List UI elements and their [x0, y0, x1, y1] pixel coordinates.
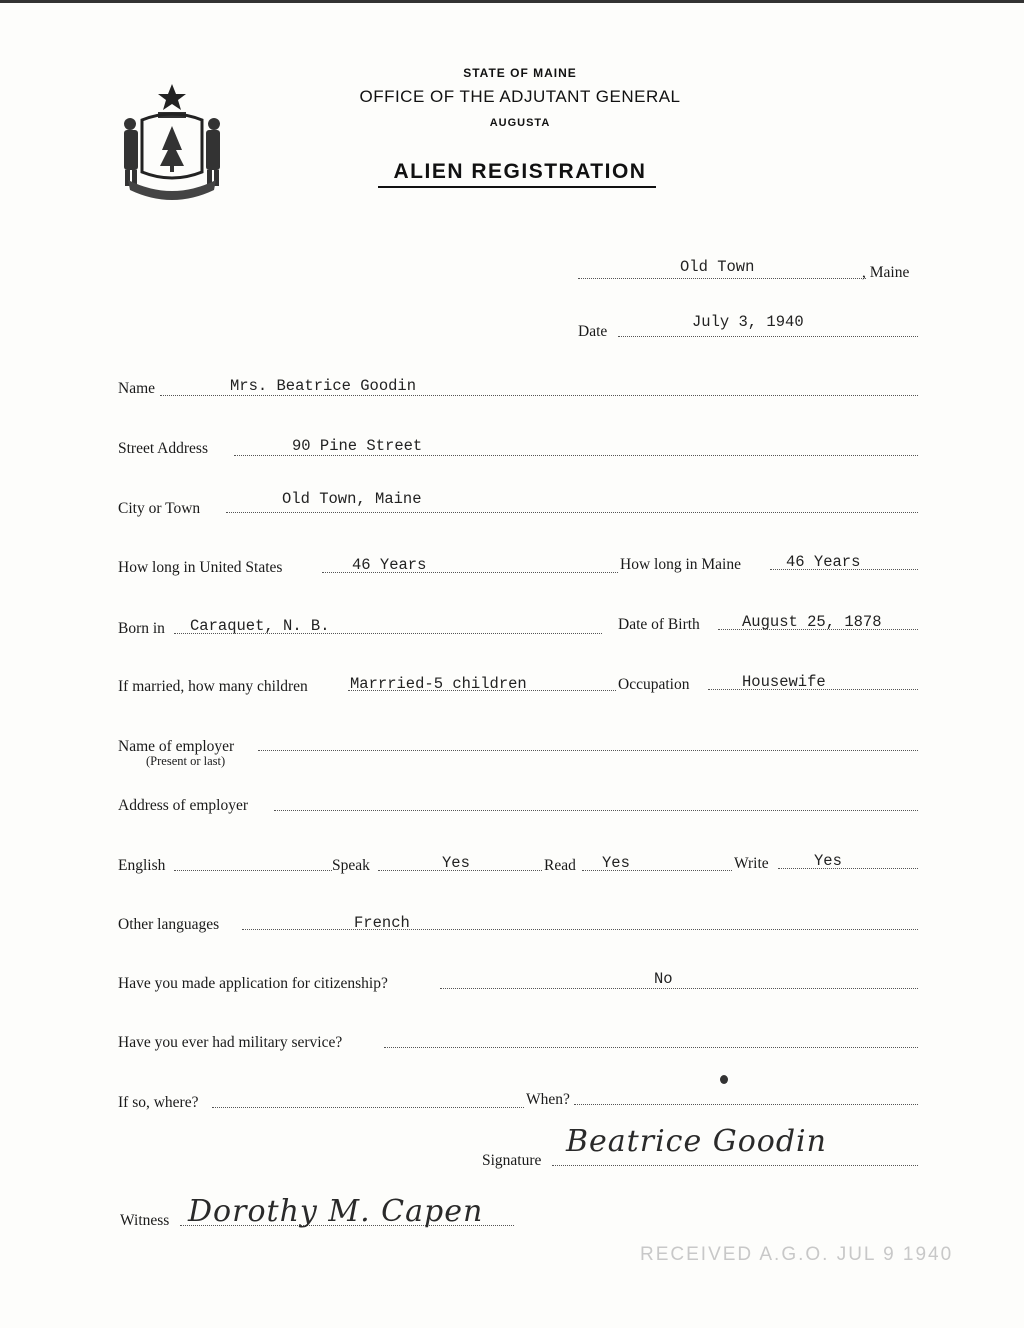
- when-line: [574, 1104, 918, 1105]
- date-line: [618, 336, 918, 337]
- other-languages-line: [242, 929, 918, 930]
- place-line: [578, 278, 866, 279]
- name-value: Mrs. Beatrice Goodin: [230, 377, 417, 395]
- english-line: [174, 870, 332, 871]
- employer-label: Name of employer: [118, 738, 235, 755]
- street-label: Street Address: [118, 440, 208, 457]
- maine-years-label: How long in Maine: [620, 556, 741, 573]
- where-line: [212, 1107, 524, 1108]
- employer-address-label: Address of employer: [118, 797, 248, 814]
- occupation-value: Housewife: [742, 673, 826, 691]
- speak-value: Yes: [442, 854, 470, 872]
- read-value: Yes: [602, 854, 630, 872]
- place-suffix: , Maine: [862, 264, 910, 281]
- children-label: If married, how many children: [118, 678, 308, 695]
- form-title: ALIEN REGISTRATION: [393, 160, 647, 183]
- city-line: [226, 512, 918, 513]
- date-value: July 3, 1940: [692, 313, 804, 331]
- military-label: Have you ever had military service?: [118, 1034, 343, 1051]
- name-label: Name: [118, 380, 156, 397]
- city-label: City or Town: [118, 500, 201, 517]
- employer-address-line: [274, 810, 918, 811]
- children-value: Marrried-5 children: [350, 675, 527, 693]
- city-value: Old Town, Maine: [282, 490, 422, 508]
- other-languages-value: French: [354, 914, 410, 932]
- title-underline: [378, 186, 656, 188]
- citizenship-line: [440, 988, 918, 989]
- military-line: [384, 1047, 918, 1048]
- place-value: Old Town: [680, 258, 755, 276]
- street-value: 90 Pine Street: [292, 437, 423, 455]
- when-label: When?: [526, 1091, 570, 1108]
- top-border: [0, 0, 1024, 3]
- us-years-label: How long in United States: [118, 559, 283, 576]
- signature-handwriting: Beatrice Goodin: [566, 1124, 827, 1159]
- maine-state-seal-icon: [118, 80, 226, 200]
- dob-value: August 25, 1878: [742, 613, 882, 631]
- signature-label: Signature: [482, 1152, 542, 1169]
- witness-label: Witness: [120, 1212, 170, 1229]
- signature-line: [552, 1165, 918, 1166]
- maine-years-value: 46 Years: [786, 553, 861, 571]
- header-state: STATE OF MAINE: [463, 66, 577, 80]
- other-languages-label: Other languages: [118, 916, 220, 933]
- write-value: Yes: [814, 852, 842, 870]
- born-value: Caraquet, N. B.: [190, 617, 330, 635]
- occupation-label: Occupation: [618, 676, 690, 693]
- where-label: If so, where?: [118, 1094, 199, 1111]
- header-city: AUGUSTA: [489, 117, 551, 129]
- header-office: OFFICE OF THE ADJUTANT GENERAL: [359, 87, 681, 106]
- name-line: [160, 395, 918, 396]
- citizenship-value: No: [654, 970, 673, 988]
- speak-label: Speak: [332, 857, 370, 874]
- us-years-value: 46 Years: [352, 556, 427, 574]
- employer-line: [258, 750, 918, 751]
- citizenship-label: Have you made application for citizenship?: [118, 975, 388, 992]
- witness-signature: Dorothy M. Capen: [188, 1194, 484, 1229]
- read-label: Read: [544, 857, 576, 874]
- ink-blot: [720, 1075, 728, 1084]
- street-line: [234, 455, 918, 456]
- born-label: Born in: [118, 620, 165, 637]
- write-line: [778, 868, 918, 869]
- dob-label: Date of Birth: [618, 616, 700, 633]
- write-label: Write: [734, 855, 769, 872]
- employer-sublabel: (Present or last): [146, 754, 226, 768]
- english-label: English: [118, 857, 166, 874]
- date-label: Date: [578, 323, 608, 340]
- received-stamp: RECEIVED A.G.O. JUL 9 1940: [640, 1244, 954, 1265]
